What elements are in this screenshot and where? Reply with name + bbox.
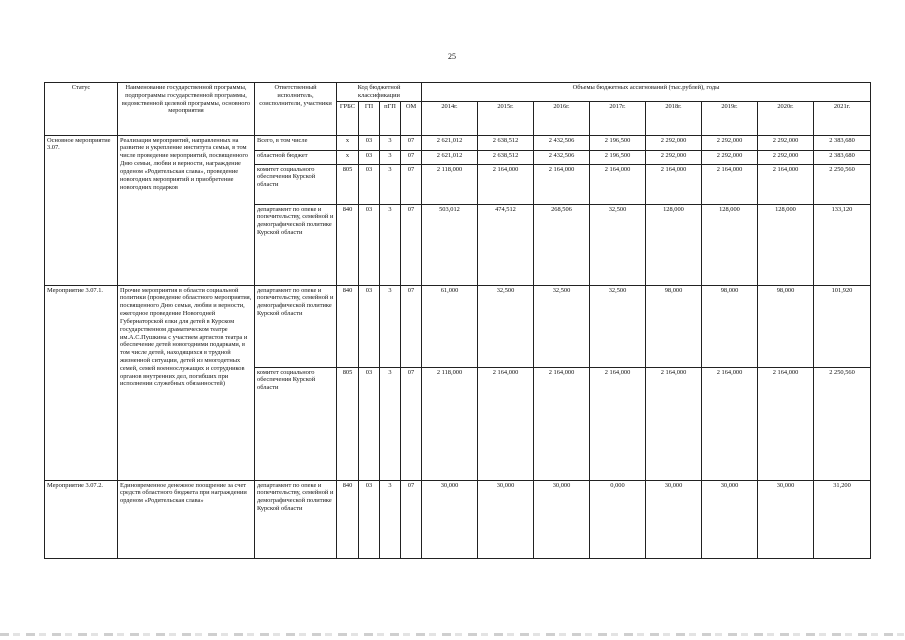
- value-cell: 2 164,000: [758, 164, 814, 204]
- value-cell: 2 164,000: [646, 164, 702, 204]
- code-grbs: x: [337, 135, 359, 150]
- header-name: Наименование государственной программы, подпрограммы государственной программы, ведомственной целевой программы, основного мероприятия: [118, 83, 255, 136]
- header-code-gp: ГП: [359, 101, 380, 135]
- code-om: 07: [401, 367, 422, 480]
- value-cell: 2 432,506: [534, 135, 590, 150]
- code-pgp: 3: [380, 135, 401, 150]
- value-cell: 2 164,000: [478, 367, 534, 480]
- header-code-om: ОМ: [401, 101, 422, 135]
- value-cell: 2 621,012: [422, 150, 478, 164]
- row-executor: департамент по опеке и попечительству, семейной и демографической политике Курской области: [255, 285, 337, 367]
- header-code-pgp: пГП: [380, 101, 401, 135]
- value-cell: 2 383,680: [814, 135, 871, 150]
- code-om: 07: [401, 204, 422, 285]
- value-cell: 30,000: [758, 480, 814, 558]
- value-cell: 128,000: [702, 204, 758, 285]
- code-gp: 03: [359, 135, 380, 150]
- code-pgp: 3: [380, 164, 401, 204]
- value-cell: 32,500: [478, 285, 534, 367]
- value-cell: 2 638,512: [478, 135, 534, 150]
- header-status: Статус: [45, 83, 118, 136]
- table-header: [45, 83, 871, 136]
- value-cell: 2 250,560: [814, 164, 871, 204]
- value-cell: 30,000: [478, 480, 534, 558]
- code-pgp: 3: [380, 480, 401, 558]
- code-gp: 03: [359, 285, 380, 367]
- code-gp: 03: [359, 150, 380, 164]
- value-cell: 2 292,000: [702, 150, 758, 164]
- value-cell: 2 164,000: [702, 367, 758, 480]
- header-code-grbs: ГРБС: [337, 101, 359, 135]
- value-cell: 101,920: [814, 285, 871, 367]
- code-gp: 03: [359, 204, 380, 285]
- header-year: 2020г.: [758, 101, 814, 135]
- value-cell: 32,500: [590, 204, 646, 285]
- table-row: [45, 135, 871, 150]
- value-cell: 2 118,000: [422, 367, 478, 480]
- code-pgp: 3: [380, 150, 401, 164]
- header-year: 2018г.: [646, 101, 702, 135]
- code-om: 07: [401, 164, 422, 204]
- value-cell: 268,506: [534, 204, 590, 285]
- code-grbs: 805: [337, 367, 359, 480]
- code-om: 07: [401, 480, 422, 558]
- budget-allocation-table: [44, 82, 871, 559]
- value-cell: 61,000: [422, 285, 478, 367]
- row-name: Реализация мероприятий, направленных на развитие и укрепление института семьи, в том числе проведение мероприятий, посвященного Дню семьи, любви и верности, награждение орденом «Родительская слава», проведение новогодних мероприятий и приобретение новогодних подарков: [118, 135, 255, 285]
- code-pgp: 3: [380, 367, 401, 480]
- header-year: 2021г.: [814, 101, 871, 135]
- row-name: Единовременное денежное поощрение за счет средств областного бюджета при награждении орденом «Родительская слава»: [118, 480, 255, 558]
- code-gp: 03: [359, 367, 380, 480]
- value-cell: 32,500: [590, 285, 646, 367]
- table-row: [45, 285, 871, 367]
- value-cell: 98,000: [646, 285, 702, 367]
- value-cell: 2 164,000: [702, 164, 758, 204]
- row-status: Мероприятие 3.07.1.: [45, 285, 118, 480]
- value-cell: 2 164,000: [590, 164, 646, 204]
- code-grbs: 840: [337, 204, 359, 285]
- code-grbs: 840: [337, 285, 359, 367]
- row-executor: департамент по опеке и попечительству, семейной и демографической политике Курской области: [255, 204, 337, 285]
- value-cell: 98,000: [702, 285, 758, 367]
- code-om: 07: [401, 135, 422, 150]
- scan-artifact-line: [0, 633, 905, 636]
- value-cell: 2 118,000: [422, 164, 478, 204]
- value-cell: 30,000: [534, 480, 590, 558]
- value-cell: 30,000: [646, 480, 702, 558]
- code-gp: 03: [359, 480, 380, 558]
- value-cell: 128,000: [758, 204, 814, 285]
- value-cell: 2 292,000: [758, 150, 814, 164]
- table-row: [45, 480, 871, 558]
- code-pgp: 3: [380, 285, 401, 367]
- code-pgp: 3: [380, 204, 401, 285]
- value-cell: 2 292,000: [646, 150, 702, 164]
- row-executor: Всего, в том числе: [255, 135, 337, 150]
- value-cell: 2 196,500: [590, 150, 646, 164]
- value-cell: 133,120: [814, 204, 871, 285]
- header-volume-group: Объемы бюджетных ассигнований (тыс.рублей), годы: [422, 83, 871, 102]
- header-year: 2017г.: [590, 101, 646, 135]
- value-cell: 474,512: [478, 204, 534, 285]
- value-cell: 2 164,000: [534, 164, 590, 204]
- page-number: 25: [448, 52, 456, 61]
- value-cell: 2 164,000: [590, 367, 646, 480]
- value-cell: 2 432,506: [534, 150, 590, 164]
- code-grbs: 840: [337, 480, 359, 558]
- value-cell: 2 638,512: [478, 150, 534, 164]
- code-gp: 03: [359, 164, 380, 204]
- value-cell: 2 164,000: [758, 367, 814, 480]
- value-cell: 128,000: [646, 204, 702, 285]
- header-year: 2015г.: [478, 101, 534, 135]
- value-cell: 503,012: [422, 204, 478, 285]
- code-om: 07: [401, 285, 422, 367]
- value-cell: 2 250,560: [814, 367, 871, 480]
- code-grbs: 805: [337, 164, 359, 204]
- value-cell: 2 164,000: [534, 367, 590, 480]
- header-year: 2014г.: [422, 101, 478, 135]
- value-cell: 0,000: [590, 480, 646, 558]
- code-grbs: x: [337, 150, 359, 164]
- row-status: Мероприятие 3.07.2.: [45, 480, 118, 558]
- value-cell: 2 292,000: [646, 135, 702, 150]
- value-cell: 32,500: [534, 285, 590, 367]
- value-cell: 2 621,012: [422, 135, 478, 150]
- header-year: 2019г.: [702, 101, 758, 135]
- row-name: Прочие мероприятия в области социальной политики (проведение областного мероприятия, посвященного Дню семьи, любви и верности, ежегодное проведение Новогодней Губернаторской елки для детей в Курском государственном драматическом театре им.А.С.Пушкина с участием артистов театра и обеспечение детей новогодними подарками, в том числе детей, находящихся в трудной жизненной ситуации, детей из многодетных семей, семей военнослужащих и сотрудников органов внутренних дел, погибших при исполнении служебных обязанностей): [118, 285, 255, 480]
- value-cell: 2 164,000: [478, 164, 534, 204]
- header-executor: Ответственный исполнитель, соисполнители, участники: [255, 83, 337, 136]
- row-executor: областной бюджет: [255, 150, 337, 164]
- code-om: 07: [401, 150, 422, 164]
- header-code-group: Код бюджетной классификации: [337, 83, 422, 102]
- row-executor: комитет социального обеспечения Курской области: [255, 164, 337, 204]
- value-cell: 30,000: [702, 480, 758, 558]
- value-cell: 2 292,000: [758, 135, 814, 150]
- value-cell: 30,000: [422, 480, 478, 558]
- row-executor: департамент по опеке и попечительству, семейной и демографической политике Курской области: [255, 480, 337, 558]
- value-cell: 2 383,680: [814, 150, 871, 164]
- header-year: 2016г.: [534, 101, 590, 135]
- value-cell: 2 292,000: [702, 135, 758, 150]
- value-cell: 2 196,500: [590, 135, 646, 150]
- row-executor: комитет социального обеспечения Курской области: [255, 367, 337, 480]
- row-status: Основное мероприятие 3.07.: [45, 135, 118, 285]
- value-cell: 98,000: [758, 285, 814, 367]
- value-cell: 2 164,000: [646, 367, 702, 480]
- value-cell: 31,200: [814, 480, 871, 558]
